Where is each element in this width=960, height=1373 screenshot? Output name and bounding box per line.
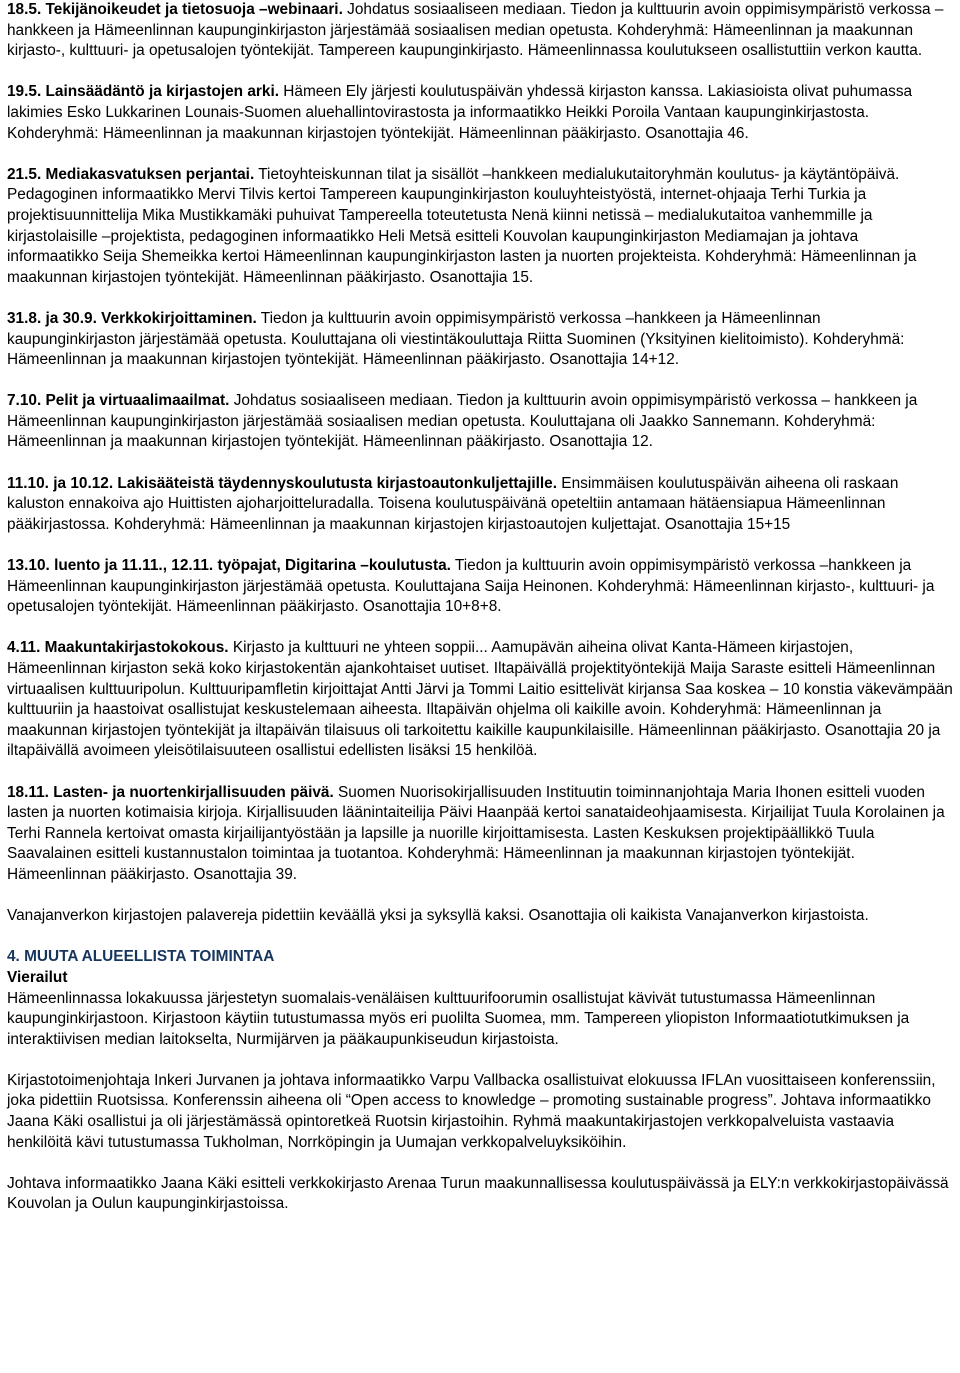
entry-heading: 18.5. Tekijänoikeudet ja tietosuoja –webinaari. (7, 1, 343, 18)
entry-body: Hämeen Ely järjesti koulutuspäivän yhdessä kirjaston kanssa. Lakiasioista olivat puhumassa lakimies Esko Lukkarinen Lounais-Suomen aluehallintovirastosta ja informaatikko Heikki Poroila Vantaan kaupunginkirjastosta. Kohderyhmä: Hämeenlinnan ja maakunnan kirjastojen työntekijät. Hämeenlinnan pääkirjasto. Osanottajia 46. (7, 83, 913, 142)
entry-body: Suomen Nuorisokirjallisuuden Instituutin toiminnanjohtaja Maria Ihonen esitteli vuoden lasten ja nuorten kotimaisia kirjoja. Kirjallisuuden läänintaiteilija Päivi Haanpää kertoi sanataideohjaamisesta. Kirjailijat Tuula Korolainen ja Terhi Rannela kertoivat omasta kirjailijantyöstään ja lapsille ja nuorille kirjoittamisesta. Lasten Keskuksen projektipäällikkö Tuula Saavalainen esitteli kustannustalon toimintaa ja tuotantoa. Kohderyhmä: Hämeenlinnan ja maakunnan kirjastojen työntekijät. Hämeenlinnan pääkirjasto. Osanottajia 39. (7, 783, 945, 883)
entry-paragraph (7, 165, 953, 289)
section-subtitle: Vierailut (7, 968, 68, 986)
entry-body: Kirjasto ja kulttuuri ne yhteen soppii... Aamupävän aiheina olivat Kanta-Hämeen kirjastojen, Hämeenlinnan kirjaston sekä koko kirjastokentän ajankohtaiset uutiset. Iltapäivällä projektityöntekijä Maija Saraste esitteli Hämeenlinnan virtuaalisen kulttuuripolun. Kulttuuripamfletin kirjoittajat Antti Järvi ja Tommi Laitio esittelivät kirjansa Saa koskea – 10 konstia väkevämpään kulttuuriin ja haastoivat osallistujat keskustelemaan aiheesta. Iltapäivän ohjelma oli kaikille avoin. Kohderyhmä: Hämeenlinnan ja maakunnan kirjastojen työntekijät ja iltapäivän tilaisuus oli tarkoitettu kaikille kaupunkilaisille. Hämeenlinnan pääkirjasto. Osanottajia 20 ja iltapäivällä avoimeen yleisötilaisuuteen osallistui edellisten lisäksi 15 henkilöä. (7, 639, 953, 760)
entry-paragraph (7, 474, 953, 536)
entry-paragraph (7, 82, 953, 144)
entry-heading: 31.8. ja 30.9. Verkkokirjoittaminen. (7, 309, 257, 327)
entry-heading: 11.10. ja 10.12. Lakisääteistä täydennyskoulutusta kirjastoautonkuljettajille. (7, 474, 558, 492)
entry-body: Johdatus sosiaaliseen mediaan. Tiedon ja kulttuurin avoin oppimisympäristö verkossa – hankkeen ja Hämeenlinnan kaupunginkirjaston järjestämää sosiaalisen median opetusta. Kouluttajana oli Jaakko Sannemann. Kohderyhmä: Hämeenlinnan ja maakunnan kirjastojen työntekijät. Hämeenlinnan pääkirjasto. Osanottajia 12. (7, 392, 918, 451)
entry-heading: 21.5. Mediakasvatuksen perjantai. (7, 165, 255, 183)
entry-heading: 18.11. Lasten- ja nuortenkirjallisuuden päivä. (7, 783, 334, 801)
entry-paragraph (7, 309, 953, 371)
entry-heading: 19.5. Lainsäädäntö ja kirjastojen arki. (7, 83, 280, 101)
entry-paragraph (7, 556, 953, 618)
entry-body: Tiedon ja kulttuurin avoin oppimisympäristö verkossa –hankkeen ja Hämeenlinnan kaupunginkirjaston järjestämää opetusta. Kouluttajana Saija Heinonen. Kohderyhmä: Hämeenlinnan kirjasto-, kulttuuri- ja opetusalojen työntekijät. Hämeenlinnan pääkirjasto. Osanottajia 10+8+8. (7, 557, 935, 616)
entry-body: Tiedon ja kulttuurin avoin oppimisympäristö verkossa –hankkeen ja Hämeenlinnan kaupunginkirjaston järjestämää opetusta. Kouluttajana oli viestintäkouluttaja Riitta Suominen (Yksityinen kielitoimisto). Kohderyhmä: Hämeenlinnan ja maakunnan kirjastojen työntekijät. Hämeenlinnan pääkirjasto. Osanottajia 14+12. (7, 309, 905, 369)
entry-body: Johdatus sosiaaliseen mediaan. Tiedon ja kulttuurin avoin oppimisympäristö verkossa –hankkeen ja Hämeenlinnan kaupunginkirjaston järjestämää sosiaalisen median opetusta. Kohderyhmä: Hämeenlinnan ja maakunnan kirjasto-, kulttuuri- ja opetusalojen työntekijät. Tampereen kaupunginkirjasto. Hämeenlinnassa koulutukseen osallistuttiin verkon kautta. (7, 1, 944, 60)
entry-paragraph (7, 638, 953, 762)
section-paragraph: Hämeenlinnassa lokakuussa järjestetyn suomalais-venäläisen kulttuurifoorumin osallistujat kävivät tutustumassa Hämeenlinnan kaupunginkirjastoon. Kirjastoon käytiin tutustumassa myös eri puolilta Suomea, mm. Tampereen yliopiston Informaatiotutkimuksen ja interaktiivisen median laitokselta, Nurmijärven ja pääkaupunkiseudun kirjastoista. (7, 989, 910, 1048)
entry-paragraph (7, 783, 953, 886)
entry-heading: 4.11. Maakuntakirjastokokous. (7, 639, 229, 657)
entry-paragraph (7, 391, 953, 453)
section-title: 4. MUUTA ALUEELLISTA TOIMINTAA (7, 948, 275, 966)
section-paragraph: Johtava informaatikko Jaana Käki esitteli verkkokirjasto Arenaa Turun maakunnallisessa koulutuspäivässä ja ELY:n verkkokirjastopäivässä Kouvolan ja Oulun kaupunginkirjastoissa. (7, 1174, 949, 1213)
entry-paragraph (7, 0, 953, 62)
vanaja-paragraph: Vanajanverkon kirjastojen palavereja pidettiin keväällä yksi ja syksyllä kaksi. Osanottajia oli kaikista Vanajanverkon kirjastoista. (7, 907, 869, 925)
entry-body: Tietoyhteiskunnan tilat ja sisällöt –hankkeen medialukutaitoryhmän koulutus- ja käytäntöpäivä. Pedagoginen informaatikko Mervi Tilvis kertoi Tampereen kaupunginkirjaston kouluyhteistyöstä, internet-ohjaaja Terhi Turkia ja projektisuunnittelija Mika Mustikkamäki puhuivat Tampereella toteutetusta Nenä kiinni netissä – medialukutaitoa vanhemmille ja kirjastolaisille –projektista, pedagoginen informaatikko Heli Metsä esitteli Kouvolan kaupunginkirjaston Mediamajan ja johtava informaatikko Seija Shemeikka kertoi Hämeenlinnan kaupunginkirjaston lasten ja nuorten projekteista. Kohderyhmä: Hämeenlinnan ja maakunnan kirjastojen työntekijät. Hämeenlinnan pääkirjasto. Osanottajia 15. (7, 165, 917, 286)
section-paragraph: Kirjastotoimenjohtaja Inkeri Jurvanen ja johtava informaatikko Varpu Vallbacka osallistuivat elokuussa IFLAn vuosittaiseen konferenssiin, joka pidettiin Ruotsissa. Konferenssin aiheena oli “Open access to knowledge – promoting sustainable progress”. Johtava informaatikko Jaana Käki osallistui ja oli järjestämässä opintoretkeä Ruotsin kirjastoihin. Ryhmä maakuntakirjastojen verkkopalveluista vastaavia henkilöitä kävi tutustumassa Tukholman, Norrköpingin ja Uumajan verkkopalveluyksiköihin. (7, 1071, 936, 1151)
entry-heading: 7.10. Pelit ja virtuaalimaailmat. (7, 392, 230, 410)
entry-heading: 13.10. luento ja 11.11., 12.11. työpajat, Digitarina –koulutusta. (7, 557, 451, 575)
entry-body: Ensimmäisen koulutuspäivän aiheena oli raskaan kaluston ennakoiva ajo Huittisten ajoharjoitteluradalla. Toisena koulutuspäivänä opeteltiin antamaan hätäensiapua Hämeenlinnan pääkirjastossa. Kohderyhmä: Hämeenlinnan ja maakunnan kirjastojen kirjastoautojen kuljettajat. Osanottajia 15+15 (7, 474, 899, 533)
